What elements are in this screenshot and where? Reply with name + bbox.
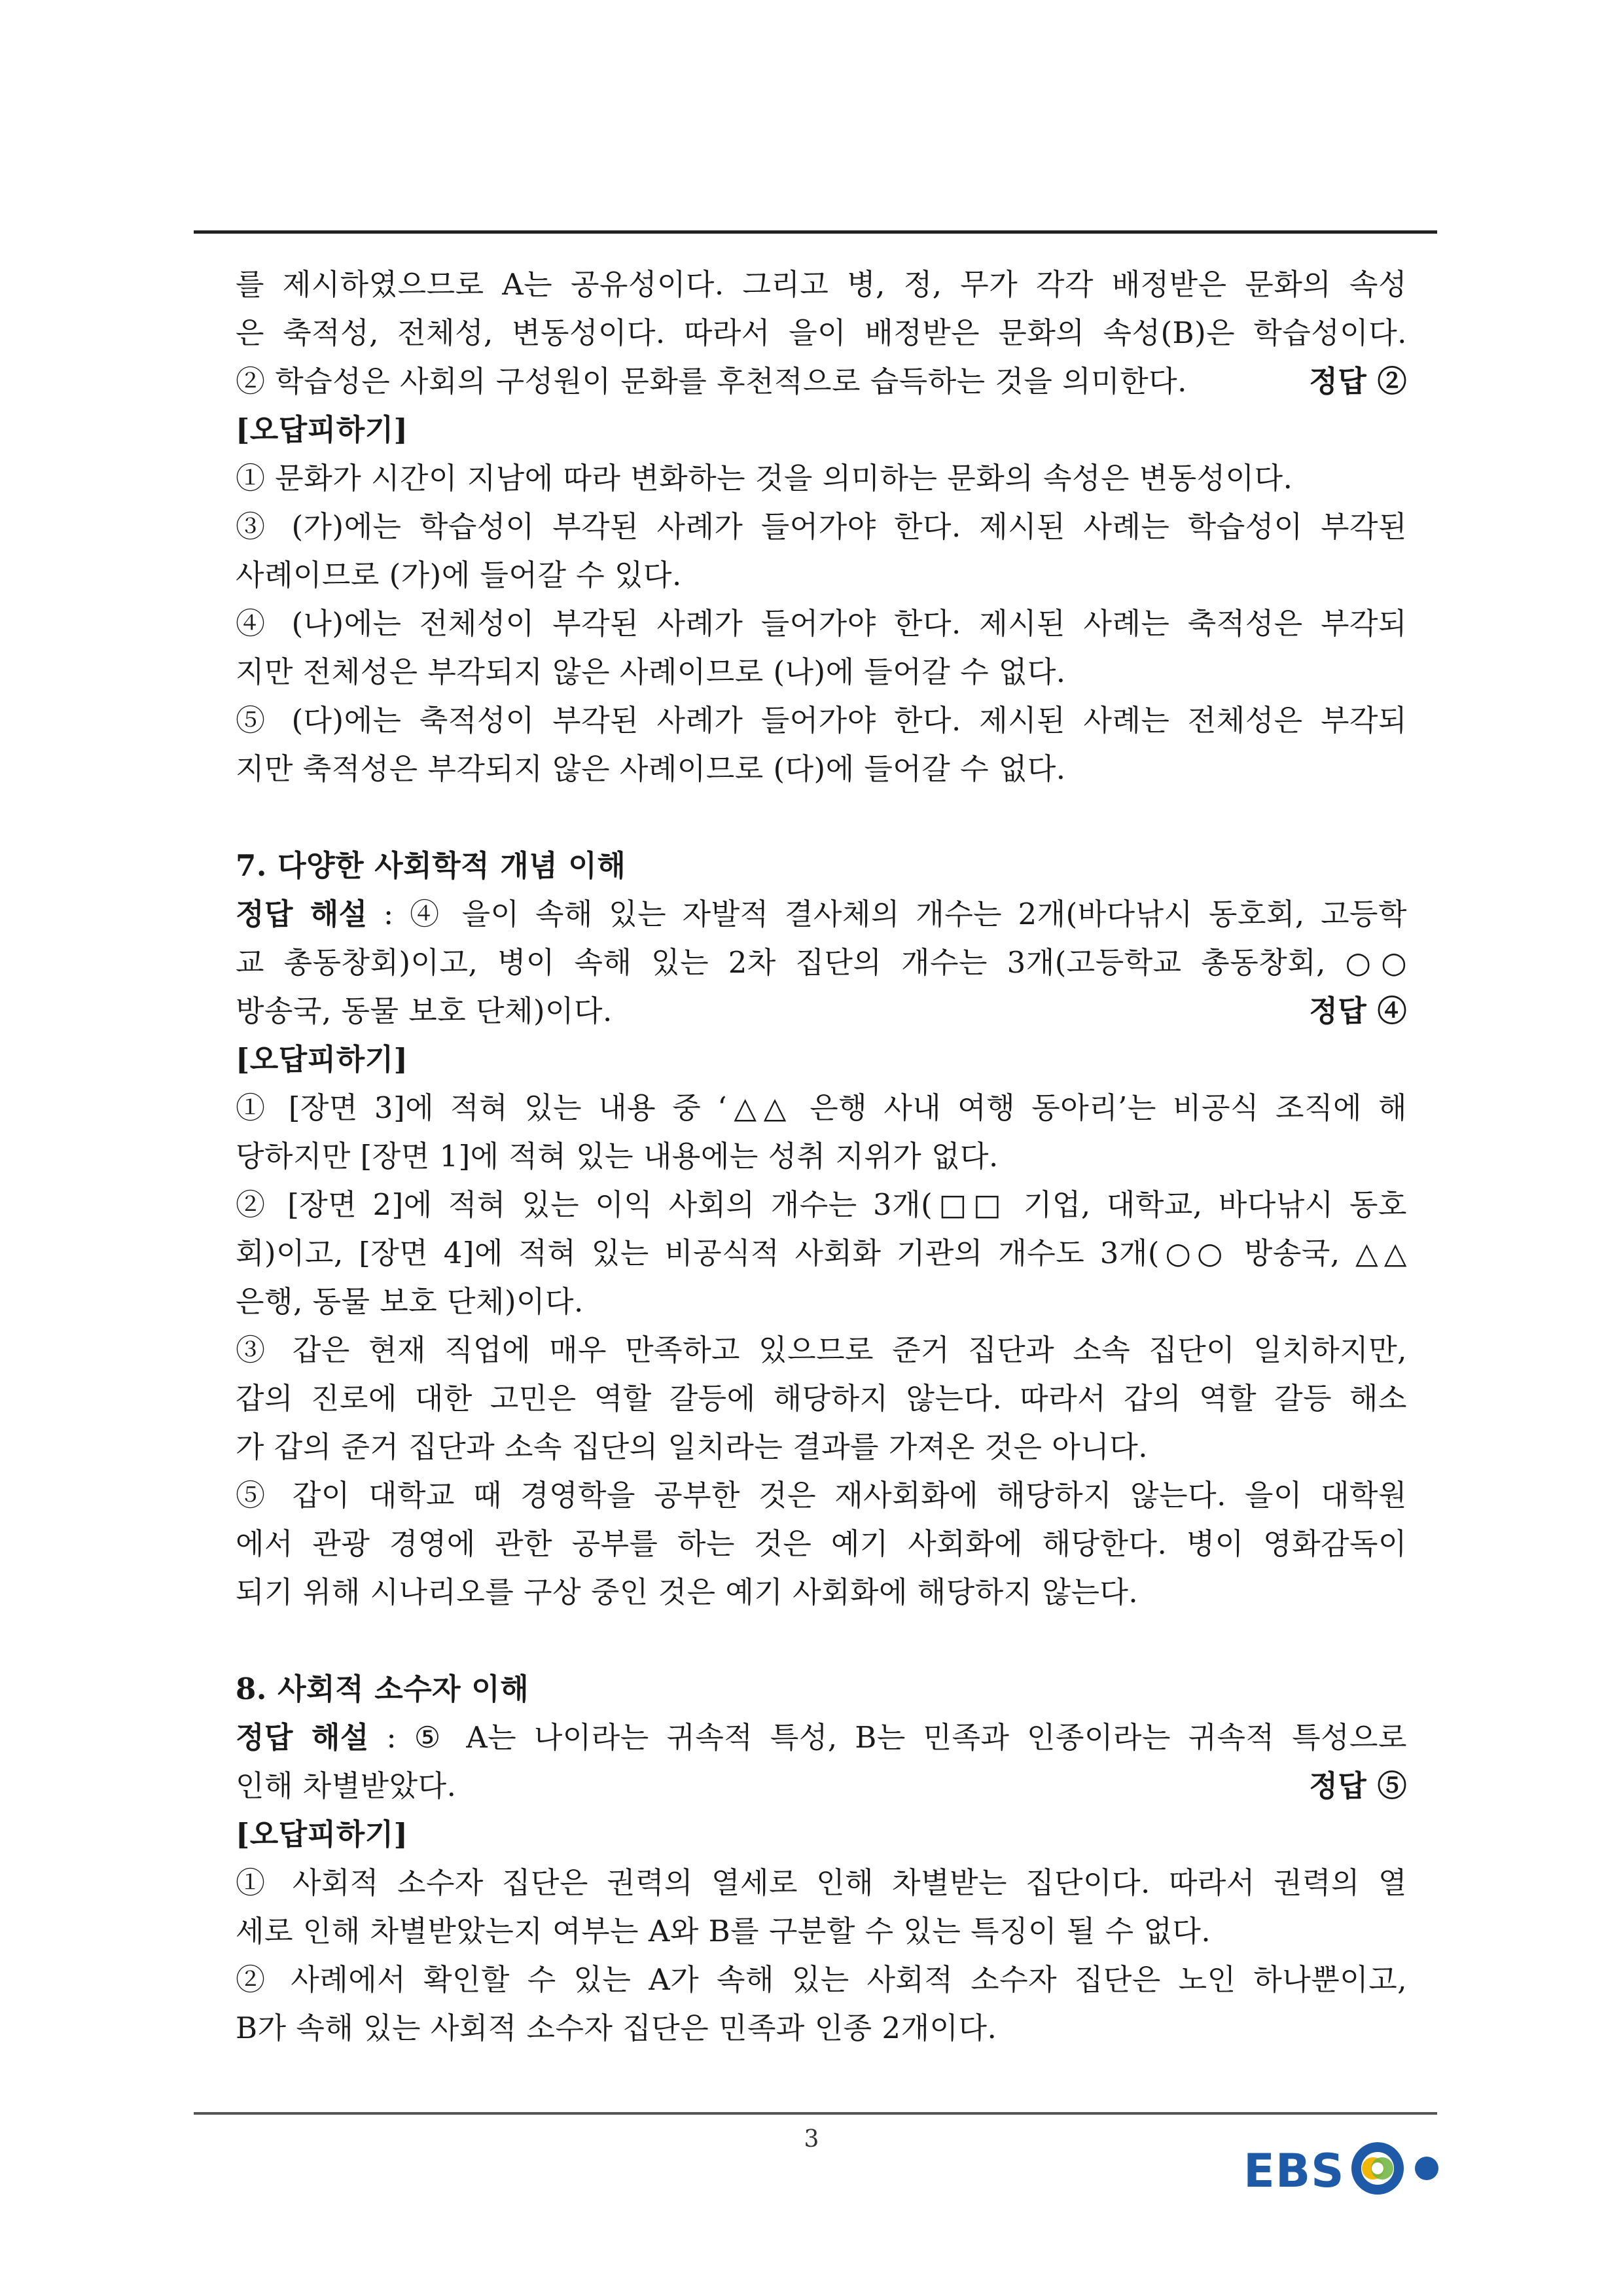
section-heading	[236, 406, 1407, 454]
text-line	[236, 987, 1407, 1035]
section-heading	[236, 1035, 1407, 1084]
text-line	[236, 1278, 1407, 1326]
line-text: 를 제시하였으므로 A는 공유성이다. 그리고 병, 정, 무가 각각 배정받은 문화의 속성	[236, 267, 1407, 302]
text-line	[236, 1084, 1407, 1132]
text-line	[236, 1132, 1407, 1181]
line-text: 방송국, 동물 보호 단체)이다.	[236, 994, 613, 1028]
line-text: 당하지만 [장면 1]에 적혀 있는 내용에는 성취 지위가 없다.	[236, 1139, 999, 1174]
line-text: : ⑤ A는 나이라는 귀속적 특성, B는 민족과 인종이라는 귀속적 특성으로	[368, 1720, 1407, 1755]
explanation-label: 정답 해설	[236, 1720, 369, 1755]
text-line	[236, 1907, 1407, 1956]
line-text: ⑤ (다)에는 축적성이 부각된 사례가 들어가야 한다. 제시된 사례는 전체성은 부각되	[236, 703, 1407, 738]
line-text: 세로 인해 차별받았는지 여부는 A와 B를 구분할 수 있는 특징이 될 수 없다.	[236, 1914, 1211, 1948]
line-text: ① 문화가 시간이 지남에 따라 변화하는 것을 의미하는 문화의 속성은 변동성이다.	[236, 461, 1293, 495]
line-text: 갑의 진로에 대한 고민은 역할 갈등에 해당하지 않는다. 따라서 갑의 역할 갈등 해소	[236, 1381, 1407, 1416]
text-line	[236, 551, 1407, 600]
line-text: 7. 다양한 사회학적 개념 이해	[236, 848, 626, 883]
text-line	[236, 1956, 1407, 2004]
text-line	[236, 260, 1407, 309]
section-gap	[236, 1617, 1407, 1665]
text-line	[236, 454, 1407, 503]
line-text: ④ (나)에는 전체성이 부각된 사례가 들어가야 한다. 제시된 사례는 축적성은 부각되	[236, 606, 1407, 641]
section-heading	[236, 1665, 1407, 1713]
text-line	[236, 745, 1407, 793]
line-text: 지만 축적성은 부각되지 않은 사례이므로 (다)에 들어갈 수 없다.	[236, 751, 1066, 786]
explanation-label: 정답 해설	[236, 897, 368, 931]
line-text: [오답피하기]	[236, 1042, 408, 1077]
line-text: 은 축적성, 전체성, 변동성이다. 따라서 을이 배정받은 문화의 속성(B)은 학습성이다.	[236, 315, 1407, 350]
line-text: ② 사례에서 확인할 수 있는 A가 속해 있는 사회적 소수자 집단은 노인 하나뿐이고,	[236, 1962, 1407, 1997]
line-text: ② 학습성은 사회의 구성원이 문화를 후천적으로 습득하는 것을 의미한다.	[236, 364, 1187, 399]
text-line	[236, 1859, 1407, 1907]
line-text: 교 총동창회)이고, 병이 속해 있는 2차 집단의 개수는 3개(고등학교 총동창회, ○○	[236, 945, 1407, 980]
line-text: 8. 사회적 소수자 이해	[236, 1672, 529, 1706]
line-text: ① 사회적 소수자 집단은 권력의 열세로 인해 차별받는 집단이다. 따라서 권력의 열	[236, 1865, 1407, 1900]
answer-label: 정답 ④	[1309, 994, 1407, 1028]
answer-label: 정답 ⑤	[1309, 1768, 1407, 1803]
line-text: : ④ 을이 속해 있는 자발적 결사체의 개수는 2개(바다낚시 동호회, 고등학	[367, 897, 1407, 931]
text-line	[236, 1520, 1407, 1568]
line-text: 사례이므로 (가)에 들어갈 수 있다.	[236, 558, 682, 592]
section-heading	[236, 1810, 1407, 1859]
text-line	[236, 2004, 1407, 2053]
page-number: 3	[804, 2126, 819, 2153]
ebs-logo	[1243, 2135, 1459, 2200]
text-line	[236, 696, 1407, 745]
line-text: 회)이고, [장면 4]에 적혀 있는 비공식적 사회화 기관의 개수도 3개(○○ 방송국, △△	[236, 1236, 1407, 1270]
text-line	[236, 1326, 1407, 1374]
text-line	[236, 1423, 1407, 1471]
text-line	[236, 1713, 1407, 1762]
text-line	[236, 1181, 1407, 1229]
line-text: ③ (가)에는 학습성이 부각된 사례가 들어가야 한다. 제시된 사례는 학습성이 부각된	[236, 509, 1407, 544]
text-line	[236, 1471, 1407, 1520]
line-text: ⑤ 갑이 대학교 때 경영학을 공부한 것은 재사회화에 해당하지 않는다. 을이 대학원	[236, 1478, 1407, 1513]
line-text: [오답피하기]	[236, 412, 408, 447]
text-line	[236, 890, 1407, 939]
document-body	[236, 260, 1407, 2053]
line-text: 가 갑의 준거 집단과 소속 집단의 일치라는 결과를 가져온 것은 아니다.	[236, 1429, 1149, 1464]
text-line	[236, 1762, 1407, 1810]
text-line	[236, 309, 1407, 357]
line-text: 에서 관광 경영에 관한 공부를 하는 것은 예기 사회화에 해당한다. 병이 영화감독이	[236, 1526, 1407, 1561]
text-line	[236, 1568, 1407, 1617]
line-text: 되기 위해 시나리오를 구상 중인 것은 예기 사회화에 해당하지 않는다.	[236, 1575, 1139, 1609]
ebs-logo-text: EBS	[1243, 2144, 1345, 2198]
line-text: ③ 갑은 현재 직업에 매우 만족하고 있으므로 준거 집단과 소속 집단이 일치하지만,	[236, 1333, 1407, 1367]
line-text: 지만 전체성은 부각되지 않은 사례이므로 (나)에 들어갈 수 없다.	[236, 655, 1066, 689]
text-line	[236, 600, 1407, 648]
line-text: ② [장면 2]에 적혀 있는 이익 사회의 개수는 3개(□□ 기업, 대학교, 바다낚시 동호	[236, 1187, 1407, 1222]
section-heading	[236, 842, 1407, 890]
line-text: 인해 차별받았다.	[236, 1768, 457, 1803]
header-rule	[194, 230, 1437, 234]
answer-label: 정답 ②	[1309, 364, 1407, 399]
footer-rule	[194, 2112, 1437, 2115]
text-line	[236, 939, 1407, 987]
text-line	[236, 1229, 1407, 1278]
line-text: ① [장면 3]에 적혀 있는 내용 중 ‘△△ 은행 사내 여행 동아리’는 비공식 조직에 해	[236, 1090, 1407, 1125]
text-line	[236, 1374, 1407, 1423]
ebs-logo-mark-icon	[1348, 2139, 1459, 2198]
section-gap	[236, 793, 1407, 842]
line-text: [오답피하기]	[236, 1817, 408, 1852]
line-text: B가 속해 있는 사회적 소수자 집단은 민족과 인종 2개이다.	[236, 2011, 997, 2045]
text-line	[236, 503, 1407, 551]
text-line	[236, 648, 1407, 696]
text-line	[236, 357, 1407, 406]
line-text: 은행, 동물 보호 단체)이다.	[236, 1284, 584, 1319]
